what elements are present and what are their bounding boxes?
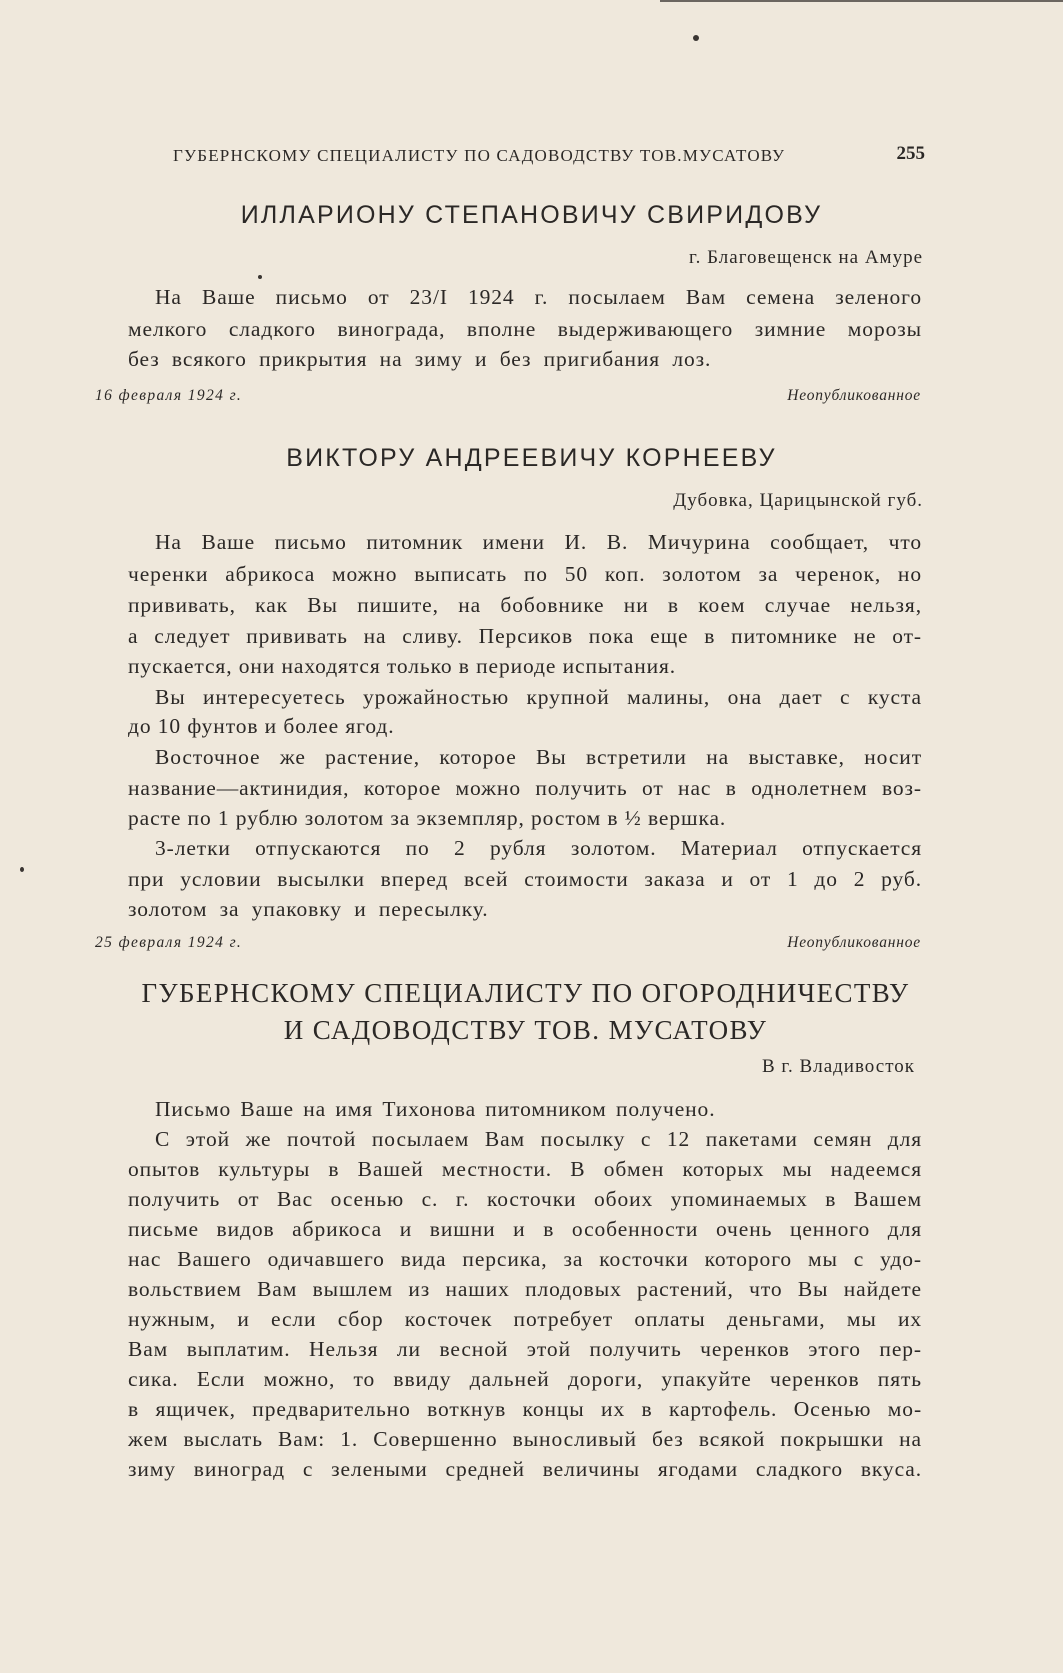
letter-text-line: вольствием Вам вышлем из наших плодовых растений, что Вы найдете <box>128 1277 922 1301</box>
letter-text-line: до 10 фунтов и более ягод. <box>128 714 395 738</box>
letter-place: В г. Владивосток <box>761 1056 915 1077</box>
letter-text-line: Письмо Ваше на имя Тихонова питомником получено. <box>155 1097 716 1121</box>
letter-text-line: в ящичек, предварительно воткнув концы их в картофель. Осенью мо- <box>128 1397 922 1421</box>
letter-heading-line-1: ГУБЕРНСКОМУ СПЕЦИАЛИСТУ ПО ОГОРОДНИЧЕСТВУ <box>141 978 910 1008</box>
letter-text-line: при условии высылки вперед всей стоимости заказа и от 1 до 2 руб. <box>128 867 922 891</box>
letter-heading: ВИКТОРУ АНДРЕЕВИЧУ КОРНЕЕВУ <box>286 444 777 472</box>
letter-text-line: черенки абрикоса можно выписать по 50 коп. золотом за черенок, но <box>128 562 922 586</box>
letter-text-line: сика. Если можно, то ввиду дальней дороги, упакуйте черенков пять <box>128 1367 922 1391</box>
letter-place: Дубовка, Царицынской губ. <box>673 490 923 511</box>
letter-text-line: На Ваше письмо от 23/I 1924 г. посылаем Вам семена зеленого <box>155 285 922 309</box>
print-speck <box>258 275 262 279</box>
scan-edge-line <box>660 0 1063 2</box>
print-speck <box>20 867 24 872</box>
running-head-title: ГУБЕРНСКОМУ СПЕЦИАЛИСТУ ПО САДОВОДСТВУ ТОВ.МУСАТОВУ <box>173 146 786 165</box>
letter-text-line: пускается, они находятся только в периоде испытания. <box>128 654 677 678</box>
letter-text-line: Вы интересуетесь урожайностью крупной малины, она дает с куста <box>155 685 922 709</box>
letter-text-line: опытов культуры в Вашей местности. В обмен которых мы надеемся <box>128 1157 922 1181</box>
letter-text-line: С этой же почтой посылаем Вам посылку с 12 пакетами семян для <box>155 1127 922 1151</box>
letter-text-line: жем выслать Вам: 1. Совершенно выносливый без всякой покрышки на <box>128 1427 922 1451</box>
letter-heading: ИЛЛАРИОНУ СТЕПАНОВИЧУ СВИРИДОВУ <box>240 201 823 229</box>
letter-text-line: без всякого прикрытия на зиму и без пригибания лоз. <box>128 347 712 371</box>
letter-date: 25 февраля 1924 г. <box>95 934 243 951</box>
letter-text-line: мелкого сладкого винограда, вполне выдерживающего зимние морозы <box>128 317 922 341</box>
letter-text-line: прививать, как Вы пишите, на бобовнике ни в коем случае нельзя, <box>128 593 922 617</box>
letter-text-line: а следует прививать на сливу. Персиков пока еще в питомнике не от- <box>128 624 922 648</box>
letter-text-line: нас Вашего одичавшего вида персика, за косточки которого мы с удо- <box>128 1247 922 1271</box>
letter-text-line: золотом за упаковку и пересылку. <box>128 897 489 921</box>
letter-text-line: нужным, и если сбор косточек потребует оплаты деньгами, мы их <box>128 1307 922 1331</box>
running-header <box>173 143 925 167</box>
letter-text-line: письме видов абрикоса и вишни и в особенности очень ценного для <box>128 1217 922 1241</box>
letter-text-line: зиму виноград с зелеными средней величины ягодами сладкого вкуса. <box>128 1457 922 1481</box>
page-number: 255 <box>896 143 925 164</box>
print-speck <box>693 35 699 41</box>
letter-text-line: Восточное же растение, которое Вы встретили на выставке, носит <box>155 745 922 769</box>
letter-text-line: расте по 1 рублю золотом за экземпляр, ростом в ½ вершка. <box>128 806 727 830</box>
letter-text-line: Вам выплатим. Нельзя ли весной этой получить черенков этого пер- <box>128 1337 922 1361</box>
letter-text-line: 3-летки отпускаются по 2 рубля золотом. Материал отпускается <box>155 836 922 860</box>
letter-heading-line-2: И САДОВОДСТВУ ТОВ. МУСАТОВУ <box>283 1015 768 1045</box>
letter-date: 16 февраля 1924 г. <box>95 387 243 404</box>
publication-status: Неопубликованное <box>787 387 921 404</box>
letter-place: г. Благовещенск на Амуре <box>688 247 923 268</box>
letter-text-line: На Ваше письмо питомник имени И. В. Мичурина сообщает, что <box>155 530 922 554</box>
letter-text-line: получить от Вас осенью с. г. косточки обоих упоминаемых в Вашем <box>128 1187 922 1211</box>
publication-status: Неопубликованное <box>787 934 921 951</box>
letter-text-line: название—актинидия, которое можно получить от нас в однолетнем воз- <box>128 776 922 800</box>
